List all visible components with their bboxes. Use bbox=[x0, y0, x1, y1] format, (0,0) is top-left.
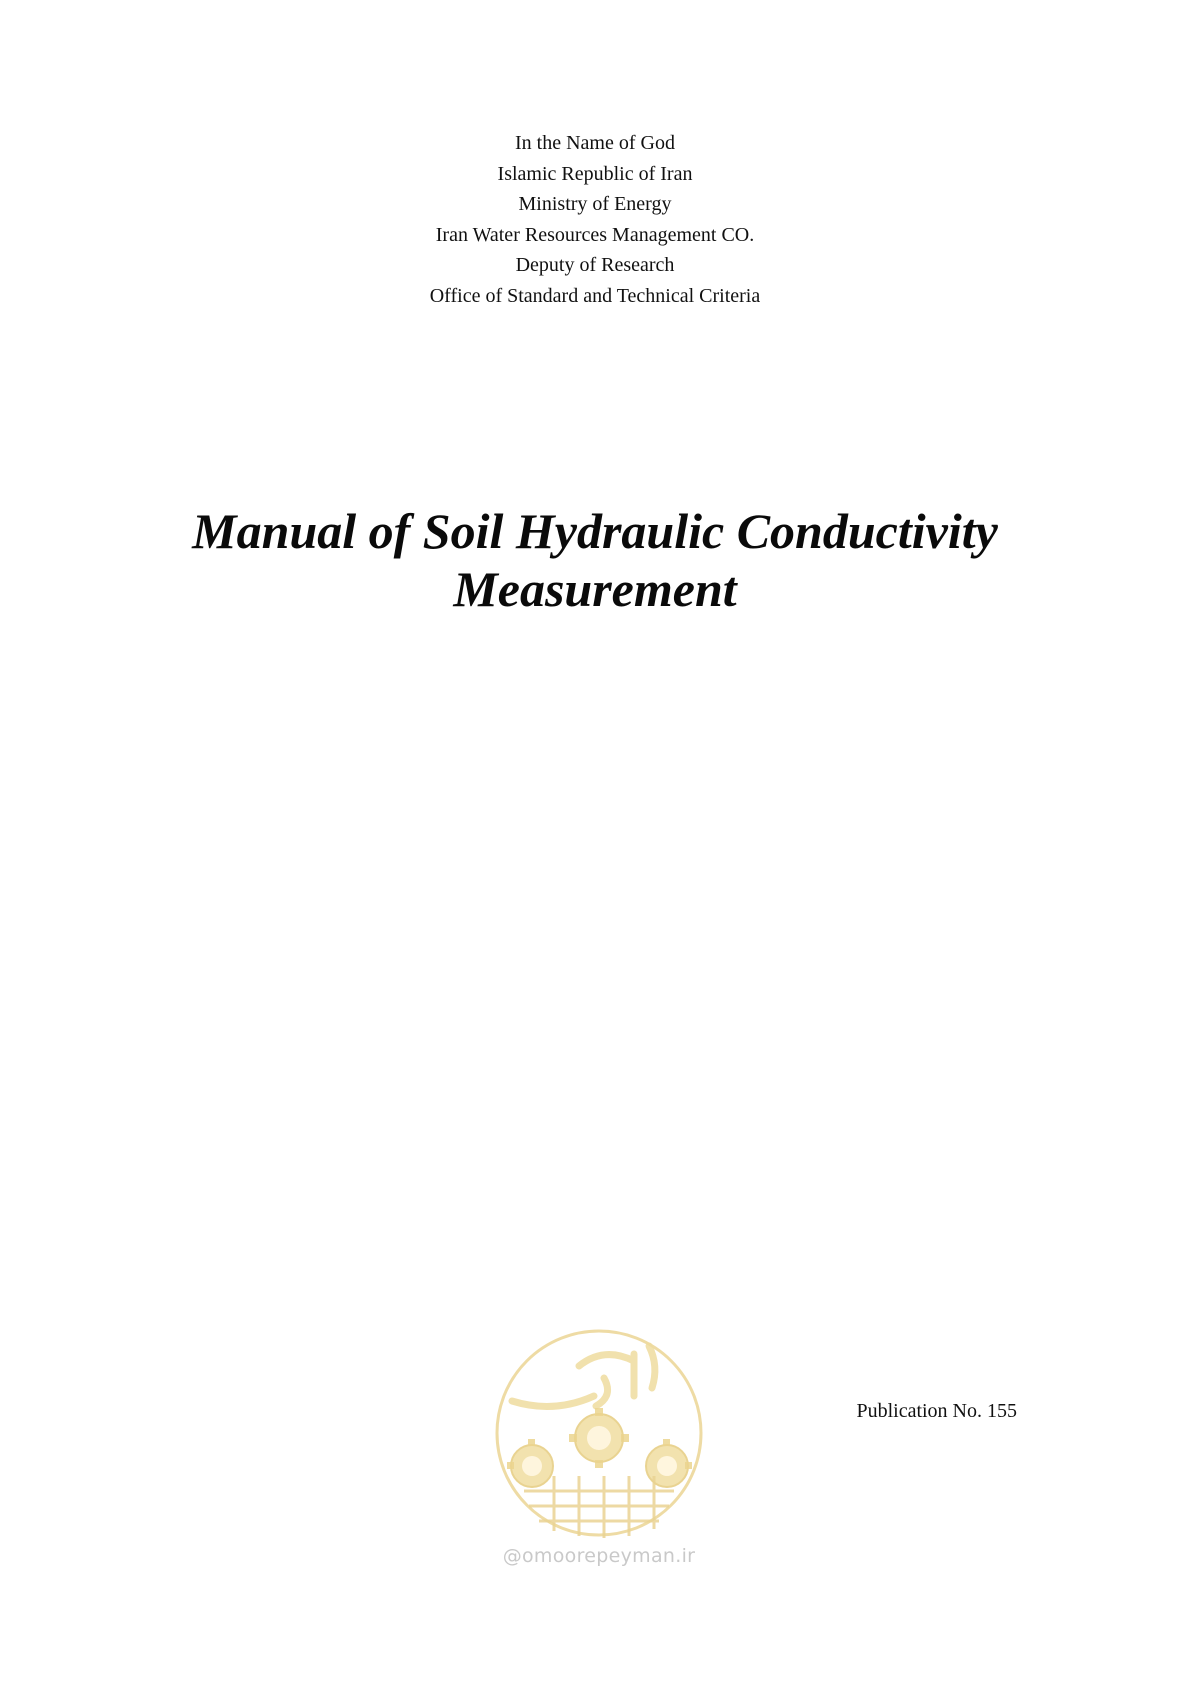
header-line-company: Iran Water Resources Management CO. bbox=[435, 223, 755, 246]
title-line-2: Measurement bbox=[453, 561, 737, 617]
watermark-logo bbox=[484, 1326, 714, 1586]
header-line-country: Islamic Republic of Iran bbox=[497, 162, 693, 185]
issuer-header bbox=[0, 128, 1190, 311]
header-line-ministry: Ministry of Energy bbox=[518, 193, 672, 215]
watermark-url: @omoorepeyman.ir bbox=[502, 1545, 696, 1567]
header-line-office: Office of Standard and Technical Criteria bbox=[429, 284, 761, 307]
header-line-dedication: In the Name of God bbox=[515, 132, 675, 154]
title-line-1: Manual of Soil Hydraulic Conductivity bbox=[192, 503, 998, 559]
document-title bbox=[0, 502, 1190, 618]
publication-number: Publication No. 155 bbox=[856, 1400, 1017, 1422]
header-line-deputy: Deputy of Research bbox=[515, 254, 675, 276]
seal-icon bbox=[484, 1326, 714, 1541]
